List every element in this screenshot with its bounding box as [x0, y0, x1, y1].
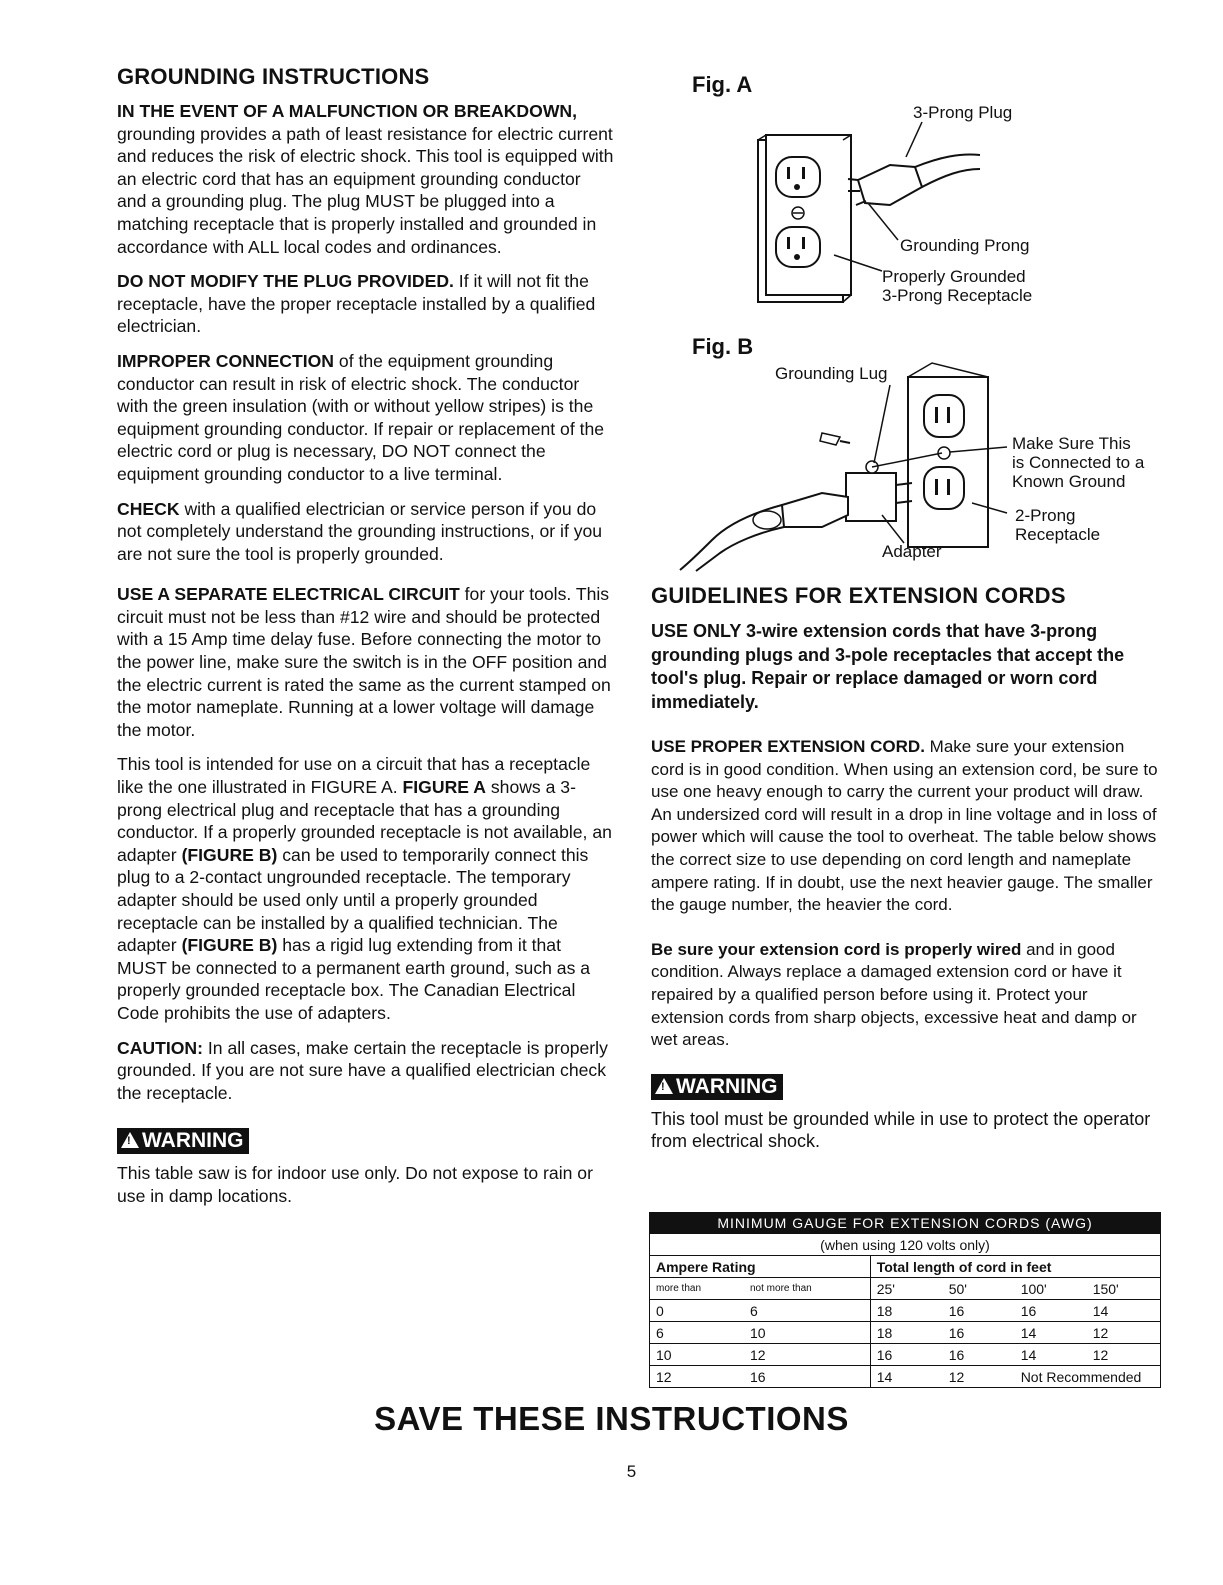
two-prong-label-2: Receptacle	[1015, 525, 1101, 544]
ampere-rating-header: Ampere Rating	[650, 1256, 871, 1278]
fig-a-label: Fig. A	[692, 72, 753, 97]
fig-b-label: Fig. B	[692, 334, 754, 359]
adapter-label: Adapter	[882, 542, 942, 561]
extension-cords-heading: GUIDELINES FOR EXTENSION CORDS	[651, 583, 1066, 608]
use-only-paragraph: USE ONLY 3-wire extension cords that have 3-prong grounding plugs and 3-pole receptacles that accept the tool's plug. Repair or replace damaged or worn cord immediately.	[651, 621, 1125, 712]
make-sure-label-2: is Connected to a	[1012, 453, 1145, 472]
table-row: 10 12 16 16 14 12	[650, 1344, 1161, 1366]
table-row: 0 6 18 16 16 14	[650, 1300, 1161, 1322]
extension-cord-gauge-table	[649, 1212, 1161, 1388]
make-sure-label-3: Known Ground	[1012, 472, 1126, 491]
warning-triangle-icon	[121, 1132, 139, 1148]
warning-triangle-icon	[655, 1078, 673, 1094]
table-row: 12 16 14 12 Not Recommended	[650, 1366, 1161, 1388]
improper-connection-paragraph: IMPROPER CONNECTION of the equipment grounding conductor can result in risk of electric shock. The conductor with the green insulation (with or without yellow stripes) is the equipment grounding conductor. If repair or replacement of the electric cord or plug is necessary, DO NOT connect the equipment grounding conductor to a live terminal.	[117, 350, 605, 484]
malfunction-lead: IN THE EVENT OF A MALFUNCTION OR BREAKDOWN,	[117, 101, 578, 121]
receptacle-label-2: 3-Prong Receptacle	[882, 286, 1033, 305]
proper-extension-paragraph: USE PROPER EXTENSION CORD. Make sure your extension cord is in good condition. When using an extension cord, be sure to use one heavy enough to carry the current your product will draw. An undersized cord will result in a drop in line voltage and in loss of power which will cause the tool to overheat. The table below shows the correct size to use depending on cord length and nameplate ampere rating. If in doubt, use the next heavier gauge. The smaller the gauge number, the heavier the cord.	[651, 737, 1158, 915]
properly-wired-paragraph: Be sure your extension cord is properly wired and in good condition. Always replace a damaged extension cord or have it repaired by a qualified person before using it. Protect your extension cords from sharp objects, excessive heat and damp or wet areas.	[651, 939, 1137, 1050]
two-prong-label-1: 2-Prong	[1015, 506, 1076, 525]
grounding-instructions-column	[117, 64, 614, 1220]
warning-badge-right: !WARNING	[651, 1074, 783, 1100]
extension-cords-column	[651, 620, 1161, 1165]
total-length-header: Total length of cord in feet	[870, 1256, 1160, 1278]
three-prong-plug-label: 3-Prong Plug	[913, 103, 1013, 122]
warning-badge: !WARNING	[117, 1128, 249, 1154]
grounded-warning-text: This tool must be grounded while in use to protect the operator from electrical shock.	[651, 1108, 1151, 1152]
receptacle-label-1: Properly Grounded	[882, 267, 1026, 286]
save-instructions-title: SAVE THESE INSTRUCTIONS	[374, 1400, 849, 1437]
do-not-modify-paragraph: DO NOT MODIFY THE PLUG PROVIDED. If it will not fit the receptacle, have the proper receptacle installed by a qualified electrician.	[117, 271, 596, 337]
table-row: more than not more than 25' 50' 100' 150'	[650, 1278, 1161, 1300]
grounding-lug-label: Grounding Lug	[775, 364, 888, 383]
malfunction-paragraph: IN THE EVENT OF A MALFUNCTION OR BREAKDOWN, grounding provides a path of least resistance for electric current and reduces the risk of electric shock. This tool is equipped with an electric cord that has an equipment grounding conductor and a grounding plug. The plug MUST be plugged into a matching receptacle that is properly installed and grounded in accordance with ALL local codes and ordinances.	[117, 101, 614, 257]
indoor-warning-text: This table saw is for indoor use only. Do not expose to rain or use in damp locations.	[117, 1163, 593, 1206]
table-title: MINIMUM GAUGE FOR EXTENSION CORDS (AWG)	[650, 1212, 1161, 1234]
grounding-heading: GROUNDING INSTRUCTIONS	[117, 64, 430, 89]
make-sure-label-1: Make Sure This	[1012, 434, 1131, 453]
adapter-paragraph: This tool is intended for use on a circuit that has a receptacle like the one illustrated in FIGURE A. FIGURE A shows a 3-prong electrical plug and receptacle that has a grounding conductor. If a properly grounded receptacle is not available, an adapter (FIGURE B) can be used to temporarily connect this plug to a 2-contact ungrounded receptacle. The temporary adapter should be used only until a properly grounded receptacle can be installed by a qualified technician. The adapter (FIGURE B) has a rigid lug extending from it that MUST be connected to a permanent earth ground, such as a properly grounded receptacle box. The Canadian Electrical Code prohibits the use of adapters.	[117, 754, 612, 1023]
page-number: 5	[626, 1462, 637, 1481]
table-row: 6 10 18 16 14 12	[650, 1322, 1161, 1344]
caution-paragraph: CAUTION: In all cases, make certain the receptacle is properly grounded. If you are not sure have a qualified electrician check the receptacle.	[117, 1037, 608, 1103]
fig-b-illustration	[672, 355, 1012, 575]
separate-circuit-paragraph: USE A SEPARATE ELECTRICAL CIRCUIT for your tools. This circuit must not be less than #12 wire and should be protected with a 15 Amp time delay fuse. Before connecting the motor to the power line, make sure the switch is in the OFF position and the electric current is rated the same as the current stamped on the motor nameplate. Running at a lower voltage will damage the motor.	[117, 584, 611, 740]
table-subtitle: (when using 120 volts only)	[650, 1234, 1161, 1256]
check-paragraph: CHECK with a qualified electrician or service person if you do not completely understand the grounding instructions, or if you are not sure the tool is properly grounded.	[117, 498, 603, 564]
grounding-prong-label: Grounding Prong	[900, 236, 1030, 255]
